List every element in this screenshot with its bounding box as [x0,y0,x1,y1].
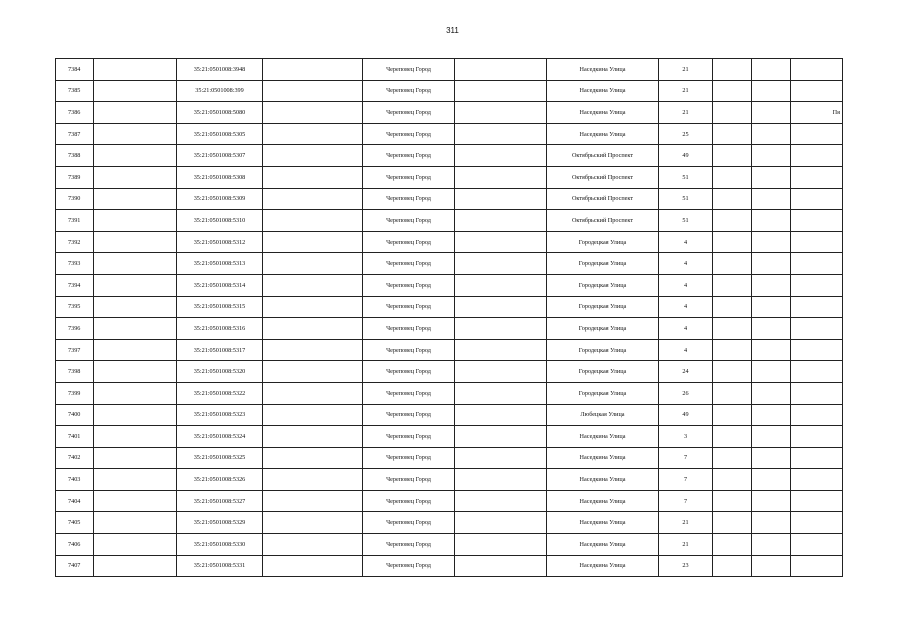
registry-body [56,59,843,577]
cadastral-number-cell: 35:21:0501008:5308 [177,166,263,188]
table-row [56,426,843,448]
cadastral-number-cell: 35:21:0501008:5309 [177,188,263,210]
empty-cell [94,231,177,253]
city-cell: Череповец Город [363,447,455,469]
extra-cell [791,188,843,210]
empty-cell [713,404,752,426]
cadastral-number-cell: 35:21:0501008:5305 [177,123,263,145]
empty-cell [455,274,547,296]
empty-cell [263,59,363,81]
empty-cell [94,490,177,512]
house-number-cell: 21 [659,59,713,81]
row-number-cell: 7392 [56,231,94,253]
city-cell: Череповец Город [363,123,455,145]
empty-cell [263,231,363,253]
empty-cell [455,318,547,340]
empty-cell [263,253,363,275]
empty-cell [94,59,177,81]
table-row [56,318,843,340]
empty-cell [263,469,363,491]
city-cell: Череповец Город [363,188,455,210]
cadastral-number-cell: 35:21:0501008:399 [177,80,263,102]
row-number-cell: 7404 [56,490,94,512]
extra-cell: Пя [791,102,843,124]
row-number-cell: 7394 [56,274,94,296]
house-number-cell: 4 [659,231,713,253]
empty-cell [263,555,363,577]
empty-cell [752,210,791,232]
row-number-cell: 7406 [56,534,94,556]
empty-cell [455,512,547,534]
house-number-cell: 23 [659,555,713,577]
table-row [56,361,843,383]
empty-cell [752,188,791,210]
row-number-cell: 7400 [56,404,94,426]
empty-cell [455,296,547,318]
city-cell: Череповец Город [363,145,455,167]
empty-cell [713,512,752,534]
city-cell: Череповец Город [363,382,455,404]
house-number-cell: 3 [659,426,713,448]
empty-cell [263,490,363,512]
table-row [56,512,843,534]
empty-cell [263,123,363,145]
street-cell: Октябрьский Проспект [547,166,659,188]
empty-cell [263,80,363,102]
city-cell: Череповец Город [363,253,455,275]
empty-cell [713,534,752,556]
house-number-cell: 4 [659,318,713,340]
row-number-cell: 7405 [56,512,94,534]
row-number-cell: 7389 [56,166,94,188]
city-cell: Череповец Город [363,490,455,512]
empty-cell [713,469,752,491]
row-number-cell: 7397 [56,339,94,361]
registry-table [55,58,843,577]
row-number-cell: 7402 [56,447,94,469]
empty-cell [455,145,547,167]
table-row [56,296,843,318]
empty-cell [263,145,363,167]
empty-cell [94,80,177,102]
empty-cell [713,145,752,167]
table-row [56,145,843,167]
empty-cell [94,339,177,361]
empty-cell [752,555,791,577]
empty-cell [263,339,363,361]
empty-cell [455,59,547,81]
empty-cell [94,318,177,340]
street-cell: Городецкая Улица [547,339,659,361]
empty-cell [455,382,547,404]
extra-cell [791,318,843,340]
street-cell: Городецкая Улица [547,274,659,296]
street-cell: Городецкая Улица [547,253,659,275]
house-number-cell: 4 [659,296,713,318]
street-cell: Наседкина Улица [547,447,659,469]
empty-cell [752,80,791,102]
cadastral-number-cell: 35:21:0501008:5310 [177,210,263,232]
empty-cell [263,426,363,448]
extra-cell [791,426,843,448]
empty-cell [263,534,363,556]
row-number-cell: 7401 [56,426,94,448]
empty-cell [752,253,791,275]
house-number-cell: 4 [659,339,713,361]
cadastral-number-cell: 35:21:0501008:5316 [177,318,263,340]
empty-cell [752,361,791,383]
table-row [56,166,843,188]
empty-cell [263,210,363,232]
house-number-cell: 49 [659,145,713,167]
extra-cell [791,210,843,232]
house-number-cell: 21 [659,534,713,556]
extra-cell [791,274,843,296]
street-cell: Наседкина Улица [547,490,659,512]
empty-cell [455,555,547,577]
empty-cell [752,447,791,469]
empty-cell [455,80,547,102]
empty-cell [752,469,791,491]
row-number-cell: 7386 [56,102,94,124]
empty-cell [713,339,752,361]
empty-cell [455,231,547,253]
empty-cell [752,382,791,404]
cadastral-number-cell: 35:21:0501008:5325 [177,447,263,469]
empty-cell [713,447,752,469]
empty-cell [94,123,177,145]
table-row [56,231,843,253]
row-number-cell: 7391 [56,210,94,232]
table-row [56,210,843,232]
empty-cell [94,145,177,167]
row-number-cell: 7393 [56,253,94,275]
empty-cell [94,534,177,556]
street-cell: Октябрьский Проспект [547,188,659,210]
empty-cell [713,59,752,81]
empty-cell [713,123,752,145]
table-row [56,188,843,210]
extra-cell [791,296,843,318]
empty-cell [455,188,547,210]
empty-cell [94,188,177,210]
extra-cell [791,80,843,102]
empty-cell [752,145,791,167]
extra-cell [791,59,843,81]
empty-cell [713,296,752,318]
cadastral-number-cell: 35:21:0501008:5329 [177,512,263,534]
city-cell: Череповец Город [363,274,455,296]
extra-cell [791,123,843,145]
table-row [56,80,843,102]
street-cell: Городецкая Улица [547,296,659,318]
empty-cell [263,188,363,210]
empty-cell [752,59,791,81]
empty-cell [263,404,363,426]
row-number-cell: 7385 [56,80,94,102]
empty-cell [455,534,547,556]
house-number-cell: 7 [659,447,713,469]
empty-cell [752,166,791,188]
table-row [56,404,843,426]
empty-cell [455,404,547,426]
city-cell: Череповец Город [363,426,455,448]
row-number-cell: 7390 [56,188,94,210]
house-number-cell: 25 [659,123,713,145]
cadastral-number-cell: 35:21:0501008:5312 [177,231,263,253]
street-cell: Наседкина Улица [547,469,659,491]
house-number-cell: 21 [659,102,713,124]
empty-cell [752,296,791,318]
table-row [56,382,843,404]
empty-cell [263,274,363,296]
empty-cell [713,361,752,383]
row-number-cell: 7403 [56,469,94,491]
city-cell: Череповец Город [363,166,455,188]
empty-cell [713,231,752,253]
empty-cell [94,426,177,448]
row-number-cell: 7399 [56,382,94,404]
city-cell: Череповец Город [363,361,455,383]
street-cell: Наседкина Улица [547,102,659,124]
house-number-cell: 51 [659,166,713,188]
empty-cell [455,123,547,145]
empty-cell [455,102,547,124]
empty-cell [455,253,547,275]
empty-cell [752,512,791,534]
empty-cell [263,318,363,340]
street-cell: Городецкая Улица [547,361,659,383]
cadastral-number-cell: 35:21:0501008:5327 [177,490,263,512]
house-number-cell: 49 [659,404,713,426]
table-row [56,447,843,469]
empty-cell [713,210,752,232]
page-number: 311 [446,26,459,35]
empty-cell [94,210,177,232]
row-number-cell: 7407 [56,555,94,577]
street-cell: Наседкина Улица [547,555,659,577]
cadastral-number-cell: 35:21:0501008:5324 [177,426,263,448]
cadastral-number-cell: 35:21:0501008:5313 [177,253,263,275]
empty-cell [263,361,363,383]
row-number-cell: 7396 [56,318,94,340]
house-number-cell: 26 [659,382,713,404]
empty-cell [455,426,547,448]
extra-cell [791,512,843,534]
empty-cell [713,490,752,512]
empty-cell [94,469,177,491]
table-row [56,469,843,491]
empty-cell [713,382,752,404]
empty-cell [94,166,177,188]
empty-cell [752,231,791,253]
cadastral-number-cell: 35:21:0501008:3948 [177,59,263,81]
empty-cell [455,210,547,232]
street-cell: Наседкина Улица [547,59,659,81]
cadastral-number-cell: 35:21:0501008:5326 [177,469,263,491]
empty-cell [752,274,791,296]
extra-cell [791,253,843,275]
empty-cell [263,447,363,469]
table-row [56,339,843,361]
empty-cell [455,447,547,469]
empty-cell [263,512,363,534]
empty-cell [752,123,791,145]
empty-cell [94,274,177,296]
empty-cell [713,166,752,188]
empty-cell [455,166,547,188]
city-cell: Череповец Город [363,512,455,534]
empty-cell [94,361,177,383]
cadastral-number-cell: 35:21:0501008:5330 [177,534,263,556]
row-number-cell: 7398 [56,361,94,383]
street-cell: Городецкая Улица [547,382,659,404]
table-row [56,102,843,124]
row-number-cell: 7388 [56,145,94,167]
empty-cell [713,253,752,275]
extra-cell [791,469,843,491]
extra-cell [791,447,843,469]
extra-cell [791,339,843,361]
empty-cell [94,555,177,577]
table-row [56,534,843,556]
cadastral-number-cell: 35:21:0501008:5331 [177,555,263,577]
empty-cell [94,404,177,426]
empty-cell [713,274,752,296]
city-cell: Череповец Город [363,59,455,81]
empty-cell [94,512,177,534]
table-row [56,123,843,145]
cadastral-number-cell: 35:21:0501008:5320 [177,361,263,383]
row-number-cell: 7387 [56,123,94,145]
street-cell: Наседкина Улица [547,534,659,556]
empty-cell [263,166,363,188]
empty-cell [713,80,752,102]
empty-cell [752,318,791,340]
empty-cell [752,534,791,556]
empty-cell [263,102,363,124]
house-number-cell: 51 [659,210,713,232]
city-cell: Череповец Город [363,231,455,253]
extra-cell [791,361,843,383]
empty-cell [713,318,752,340]
empty-cell [713,188,752,210]
street-cell: Любецкая Улица [547,404,659,426]
city-cell: Череповец Город [363,339,455,361]
house-number-cell: 4 [659,253,713,275]
table-row [56,555,843,577]
empty-cell [263,296,363,318]
house-number-cell: 21 [659,80,713,102]
empty-cell [752,102,791,124]
extra-cell [791,490,843,512]
street-cell: Наседкина Улица [547,80,659,102]
empty-cell [752,404,791,426]
city-cell: Череповец Город [363,555,455,577]
row-number-cell: 7395 [56,296,94,318]
extra-cell [791,166,843,188]
empty-cell [713,102,752,124]
city-cell: Череповец Город [363,318,455,340]
cadastral-number-cell: 35:21:0501008:5315 [177,296,263,318]
extra-cell [791,534,843,556]
city-cell: Череповец Город [363,534,455,556]
city-cell: Череповец Город [363,404,455,426]
street-cell: Городецкая Улица [547,231,659,253]
extra-cell [791,404,843,426]
empty-cell [455,490,547,512]
cadastral-number-cell: 35:21:0501008:5307 [177,145,263,167]
house-number-cell: 51 [659,188,713,210]
cadastral-number-cell: 35:21:0501008:5080 [177,102,263,124]
street-cell: Наседкина Улица [547,426,659,448]
street-cell: Городецкая Улица [547,318,659,340]
empty-cell [752,339,791,361]
table-row [56,253,843,275]
empty-cell [455,361,547,383]
cadastral-number-cell: 35:21:0501008:5322 [177,382,263,404]
city-cell: Череповец Город [363,80,455,102]
street-cell: Октябрьский Проспект [547,210,659,232]
cadastral-number-cell: 35:21:0501008:5317 [177,339,263,361]
city-cell: Череповец Город [363,210,455,232]
empty-cell [752,490,791,512]
city-cell: Череповец Город [363,296,455,318]
extra-cell [791,555,843,577]
street-cell: Октябрьский Проспект [547,145,659,167]
empty-cell [94,102,177,124]
cadastral-number-cell: 35:21:0501008:5314 [177,274,263,296]
cadastral-number-cell: 35:21:0501008:5323 [177,404,263,426]
street-cell: Наседкина Улица [547,512,659,534]
house-number-cell: 21 [659,512,713,534]
empty-cell [94,253,177,275]
empty-cell [263,382,363,404]
house-number-cell: 7 [659,490,713,512]
empty-cell [94,382,177,404]
house-number-cell: 24 [659,361,713,383]
empty-cell [94,296,177,318]
street-cell: Наседкина Улица [547,123,659,145]
house-number-cell: 7 [659,469,713,491]
extra-cell [791,145,843,167]
extra-cell [791,231,843,253]
empty-cell [752,426,791,448]
table-row [56,274,843,296]
row-number-cell: 7384 [56,59,94,81]
city-cell: Череповец Город [363,469,455,491]
empty-cell [455,469,547,491]
extra-cell [791,382,843,404]
empty-cell [713,555,752,577]
table-row [56,59,843,81]
empty-cell [713,426,752,448]
table-row [56,490,843,512]
city-cell: Череповец Город [363,102,455,124]
house-number-cell: 4 [659,274,713,296]
empty-cell [455,339,547,361]
empty-cell [94,447,177,469]
